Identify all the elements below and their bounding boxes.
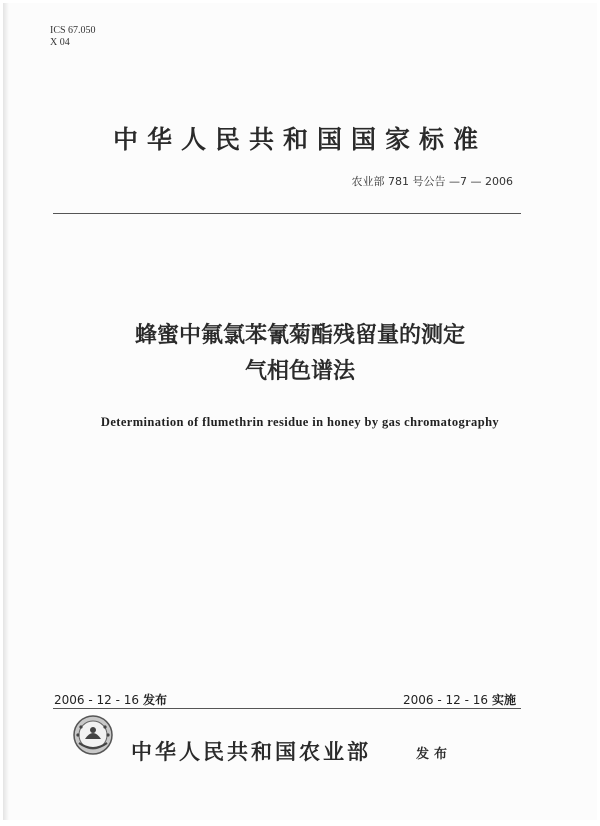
english-title: Determination of flumethrin residue in honey by gas chromatography — [100, 415, 500, 429]
chinese-title — [3, 318, 597, 390]
chinese-title-line-1: 蜂蜜中氟氯苯氰菊酯残留量的测定 — [134, 323, 465, 348]
implement-date: 2006 - 12 - 16 — [402, 693, 488, 707]
standard-number: 农业部 781 号公告 —7 — 2006 — [351, 175, 513, 188]
standard-category-title: 中华人民共和国国家标准 — [112, 125, 487, 154]
classification-codes — [50, 25, 96, 49]
ministry-emblem-icon — [71, 713, 115, 757]
ccs-code: X 04 — [50, 37, 70, 48]
issue-label: 发布 — [143, 693, 168, 707]
document-page — [3, 3, 597, 820]
chinese-title-line-2: 气相色谱法 — [244, 359, 355, 384]
implement-date-block — [403, 691, 516, 708]
bottom-divider — [53, 708, 521, 709]
implement-label: 实施 — [491, 693, 516, 707]
issue-date-block — [54, 691, 167, 708]
ics-code: ICS 67.050 — [50, 25, 96, 36]
top-divider — [53, 213, 521, 214]
publisher-name: 中华人民共和国农业部 — [131, 740, 371, 764]
issue-date: 2006 - 12 - 16 — [54, 693, 139, 707]
publisher-publish-label: 发布 — [416, 747, 453, 762]
